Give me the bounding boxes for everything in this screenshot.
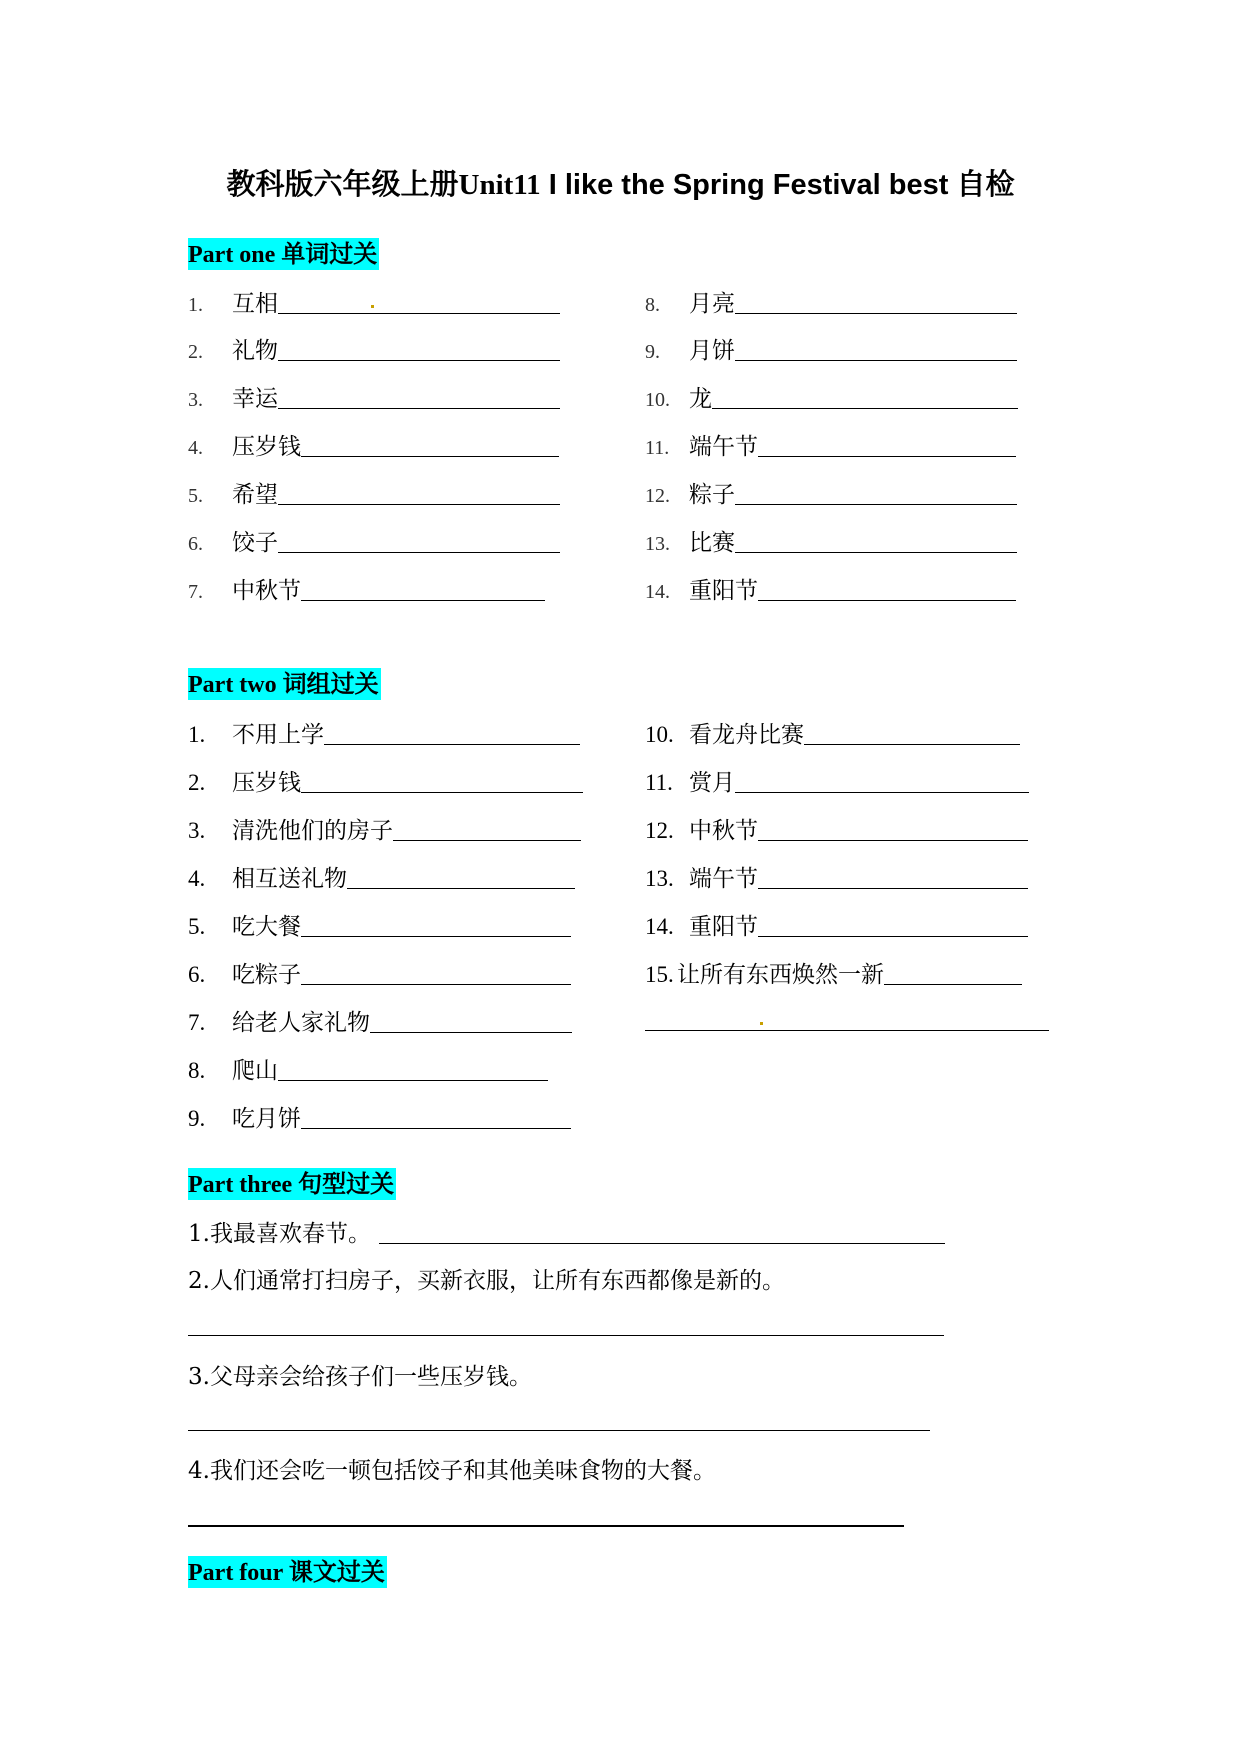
list-item: 5. 吃大餐 bbox=[188, 908, 571, 941]
part-two-label-en: Part two bbox=[188, 672, 283, 698]
part-three-heading bbox=[188, 1164, 396, 1199]
list-item: 9. 吃月饼 bbox=[188, 1100, 571, 1133]
answer-blank[interactable] bbox=[301, 456, 559, 457]
part-one-label-en: Part one bbox=[188, 242, 282, 268]
part-two-label-zh: 词组过关 bbox=[282, 670, 379, 698]
answer-blank[interactable] bbox=[278, 552, 560, 553]
list-item: 5. 希望 bbox=[188, 476, 560, 509]
title-english: I like the Spring Festival best bbox=[540, 169, 957, 201]
list-item: 1. 互相 bbox=[188, 285, 560, 318]
answer-blank[interactable] bbox=[712, 408, 1018, 409]
answer-blank[interactable] bbox=[735, 792, 1029, 793]
answer-blank[interactable] bbox=[758, 936, 1028, 937]
list-item: 14. 重阳节 bbox=[645, 572, 1016, 605]
list-item: 12. 粽子 bbox=[645, 476, 1017, 509]
answer-blank[interactable] bbox=[278, 313, 560, 314]
list-item: 13. 端午节 bbox=[645, 860, 1028, 893]
answer-line-2[interactable] bbox=[188, 1335, 944, 1336]
answer-blank[interactable] bbox=[301, 936, 571, 937]
answer-blank[interactable] bbox=[804, 744, 1020, 745]
list-item: 9. 月饼 bbox=[645, 332, 1017, 365]
title-unit: Unit11 bbox=[458, 169, 541, 201]
part-one-label-zh: 单词过关 bbox=[281, 240, 378, 268]
page-title bbox=[0, 162, 1241, 203]
list-item: 7. 中秋节 bbox=[188, 572, 545, 605]
part-three-label-en: Part three bbox=[188, 1172, 299, 1198]
answer-blank[interactable] bbox=[278, 1080, 548, 1081]
list-item: 11. 赏月 bbox=[645, 764, 1029, 797]
part-four-heading bbox=[188, 1552, 387, 1587]
list-item: 11. 端午节 bbox=[645, 428, 1016, 461]
list-item: 8. 爬山 bbox=[188, 1052, 548, 1085]
answer-blank[interactable] bbox=[278, 504, 560, 505]
answer-blank[interactable] bbox=[278, 360, 560, 361]
answer-blank[interactable] bbox=[758, 840, 1028, 841]
answer-blank[interactable] bbox=[324, 744, 580, 745]
sentence-3: 3.父母亲会给孩子们一些压岁钱。 bbox=[188, 1364, 532, 1390]
list-item: 1. 不用上学 bbox=[188, 716, 580, 749]
part-two-heading bbox=[188, 664, 381, 699]
answer-blank[interactable] bbox=[758, 888, 1028, 889]
list-item: 14. 重阳节 bbox=[645, 908, 1028, 941]
answer-blank[interactable] bbox=[735, 360, 1017, 361]
answer-blank[interactable] bbox=[301, 792, 583, 793]
list-item: 3. 清洗他们的房子 bbox=[188, 812, 581, 845]
answer-blank[interactable] bbox=[758, 600, 1016, 601]
answer-line-4[interactable] bbox=[188, 1525, 904, 1527]
answer-blank[interactable] bbox=[393, 840, 581, 841]
sentence-1: 1.我最喜欢春节。 bbox=[188, 1215, 945, 1248]
answer-blank[interactable] bbox=[379, 1243, 945, 1244]
answer-blank[interactable] bbox=[758, 456, 1016, 457]
list-item: 6. 饺子 bbox=[188, 524, 560, 557]
answer-blank[interactable] bbox=[301, 600, 545, 601]
answer-blank-continued[interactable] bbox=[645, 1030, 1049, 1031]
list-item: 4. 相互送礼物 bbox=[188, 860, 575, 893]
answer-blank[interactable] bbox=[347, 888, 575, 889]
answer-blank[interactable] bbox=[301, 1128, 571, 1129]
list-item: 12. 中秋节 bbox=[645, 812, 1028, 845]
answer-blank[interactable] bbox=[301, 984, 571, 985]
part-three-label-zh: 句型过关 bbox=[298, 1170, 395, 1198]
answer-blank[interactable] bbox=[278, 408, 560, 409]
list-item: 10. 看龙舟比赛 bbox=[645, 716, 1020, 749]
sentence-4: 4.我们还会吃一顿包括饺子和其他美味食物的大餐。 bbox=[188, 1458, 716, 1484]
stray-dot bbox=[760, 1022, 763, 1025]
answer-blank[interactable] bbox=[735, 504, 1017, 505]
answer-blank[interactable] bbox=[884, 984, 1022, 985]
part-four-label-zh: 课文过关 bbox=[288, 1558, 385, 1586]
sentence-2: 2.人们通常打扫房子，买新衣服，让所有东西都像是新的。 bbox=[188, 1268, 785, 1294]
stray-dot bbox=[371, 305, 374, 308]
answer-blank[interactable] bbox=[370, 1032, 572, 1033]
list-item: 13. 比赛 bbox=[645, 524, 1017, 557]
answer-line-3[interactable] bbox=[188, 1430, 930, 1431]
title-suffix: 自检 bbox=[956, 167, 1015, 201]
list-item: 3. 幸运 bbox=[188, 380, 560, 413]
list-item: 15. 让所有东西焕然一新 bbox=[645, 956, 1022, 989]
list-item: 10. 龙 bbox=[645, 380, 1018, 413]
title-prefix: 教科版六年级上册 bbox=[226, 167, 459, 201]
list-item: 7. 给老人家礼物 bbox=[188, 1004, 572, 1037]
list-item: 2. 压岁钱 bbox=[188, 764, 583, 797]
list-item: 2. 礼物 bbox=[188, 332, 560, 365]
part-four-label-en: Part four bbox=[188, 1560, 289, 1586]
part-one-heading bbox=[188, 234, 379, 269]
list-item: 4. 压岁钱 bbox=[188, 428, 559, 461]
answer-blank[interactable] bbox=[735, 313, 1017, 314]
list-item: 6. 吃粽子 bbox=[188, 956, 571, 989]
answer-blank[interactable] bbox=[735, 552, 1017, 553]
list-item: 8. 月亮 bbox=[645, 285, 1017, 318]
